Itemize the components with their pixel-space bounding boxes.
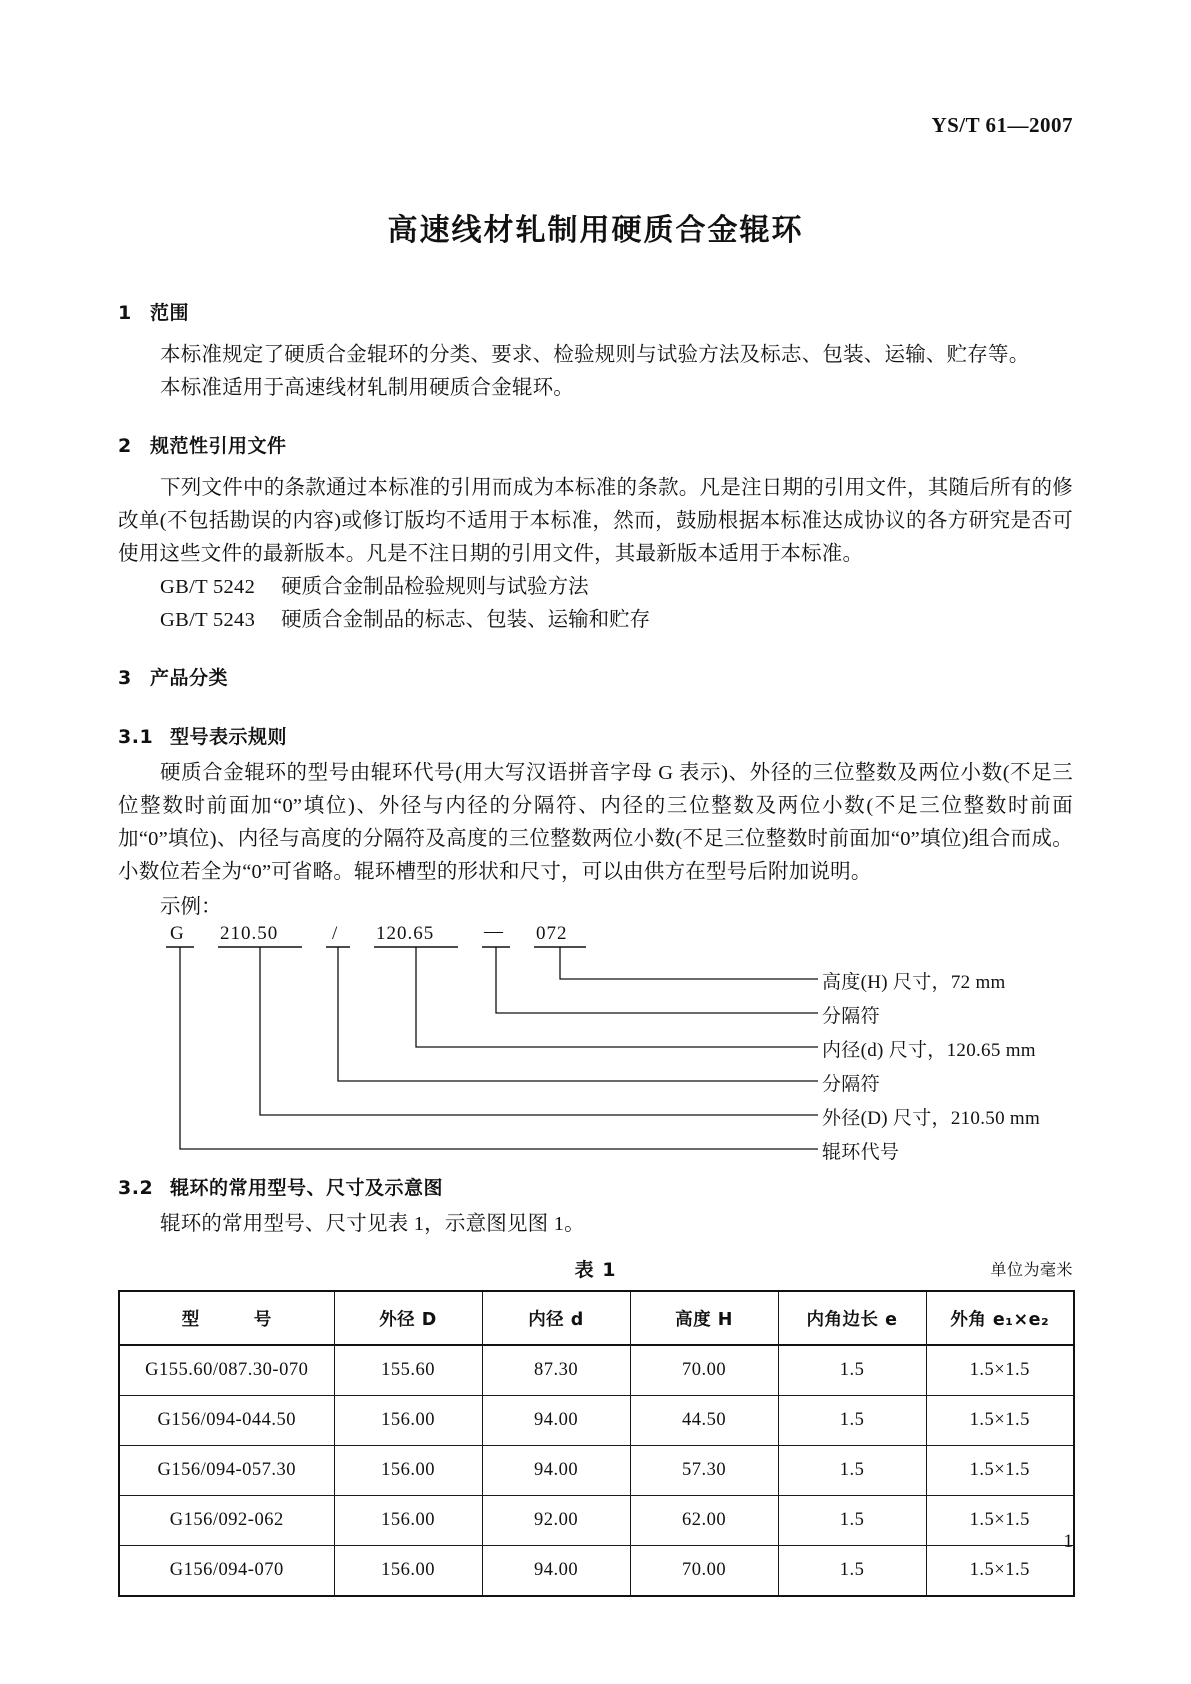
code-token-roller-symbol: G — [170, 923, 185, 944]
table-unit-note: 单位为毫米 — [990, 1260, 1073, 1279]
table-row — [119, 1396, 1074, 1446]
leader-label-outer-diameter: 外径(D) 尺寸，210.50 mm — [822, 1108, 1041, 1129]
reference-title: 硬质合金制品的标志、包装、运输和贮存 — [281, 609, 651, 631]
leader-label-inner-diameter: 内径(d) 尺寸，120.65 mm — [822, 1040, 1036, 1061]
example-label: 示例： — [160, 896, 222, 918]
section-number-3-2: 3.2 — [118, 1177, 154, 1199]
cell-inner-edge: 1.5 — [778, 1396, 926, 1446]
cell-height: 70.00 — [630, 1345, 778, 1396]
table-row — [119, 1446, 1074, 1496]
leader-label-roller-symbol: 辊环代号 — [822, 1142, 900, 1163]
model-code-breakdown-diagram — [118, 923, 1073, 1173]
reference-code: GB/T 5242 — [160, 576, 256, 598]
document-body — [118, 298, 1073, 1597]
cell-model: G156/092-062 — [119, 1496, 334, 1546]
cell-model: G155.60/087.30-070 — [119, 1345, 334, 1396]
column-header-outer-diameter: 外径 D — [334, 1291, 482, 1345]
section-heading-2 — [118, 431, 1073, 458]
cell-model: G156/094-070 — [119, 1546, 334, 1597]
cell-inner-diameter: 87.30 — [482, 1345, 630, 1396]
leader-label-height: 高度(H) 尺寸，72 mm — [822, 972, 1006, 993]
normative-reference-item — [118, 604, 1073, 637]
column-header-inner-edge: 内角边长 e — [778, 1291, 926, 1345]
section-title-3-1: 型号表示规则 — [170, 726, 288, 748]
table-caption-wrapper — [118, 1255, 1073, 1282]
code-token-outer-diameter: 210.50 — [220, 923, 279, 944]
cell-inner-diameter: 94.00 — [482, 1396, 630, 1446]
section-heading-3-1 — [118, 722, 1073, 749]
section-title-3-2: 辊环的常用型号、尺寸及示意图 — [170, 1177, 444, 1199]
cell-model: G156/094-044.50 — [119, 1396, 334, 1446]
roller-ring-spec-table — [118, 1290, 1075, 1597]
table-row — [119, 1496, 1074, 1546]
code-token-inner-diameter: 120.65 — [376, 923, 435, 944]
code-token-separator-2: — — [484, 921, 504, 942]
section-title-3: 产品分类 — [150, 667, 229, 689]
cell-height: 57.30 — [630, 1446, 778, 1496]
section-title-1: 范围 — [150, 302, 190, 324]
leader-label-separator-2: 分隔符 — [822, 1006, 880, 1027]
cell-outer-diameter: 156.00 — [334, 1546, 482, 1597]
section-title-2: 规范性引用文件 — [150, 435, 287, 457]
reference-code: GB/T 5243 — [160, 609, 256, 631]
cell-inner-edge: 1.5 — [778, 1446, 926, 1496]
cell-inner-edge: 1.5 — [778, 1345, 926, 1396]
reference-title: 硬质合金制品检验规则与试验方法 — [281, 576, 589, 598]
table-caption: 表 1 — [574, 1259, 617, 1281]
cell-outer-diameter: 156.00 — [334, 1396, 482, 1446]
leader-label-separator-1: 分隔符 — [822, 1074, 880, 1095]
section-number-2: 2 — [118, 435, 132, 457]
code-token-height: 072 — [536, 923, 568, 944]
cell-outer-diameter: 156.00 — [334, 1496, 482, 1546]
table-row — [119, 1546, 1074, 1597]
section-number-3: 3 — [118, 667, 132, 689]
cell-model: G156/094-057.30 — [119, 1446, 334, 1496]
section-heading-1 — [118, 298, 1073, 325]
cell-height: 70.00 — [630, 1546, 778, 1597]
section-number-3-1: 3.1 — [118, 726, 154, 748]
section-number-1: 1 — [118, 302, 132, 324]
cell-inner-diameter: 94.00 — [482, 1546, 630, 1597]
section-2-paragraph-1: 下列文件中的条款通过本标准的引用而成为本标准的条款。凡是注日期的引用文件，其随后所有的修改单(不包括勘误的内容)或修订版均不适用于本标准，然而，鼓励根据本标准达成协议的各方研究是否可使用这些文件的最新版本。凡是不注日期的引用文件，其最新版本适用于本标准。 — [118, 477, 1073, 565]
column-header-model: 型 号 — [119, 1291, 334, 1345]
cell-outer-diameter: 155.60 — [334, 1345, 482, 1396]
table-row — [119, 1345, 1074, 1396]
section-3-1-paragraph-1: 硬质合金辊环的型号由辊环代号(用大写汉语拼音字母 G 表示)、外径的三位整数及两位小数(不足三位整数时前面加“0”填位)、外径与内径的分隔符、内径的三位整数及两位小数(不足三位整数时前面加“0”填位)、内径与高度的分隔符及高度的三位整数两位小数(不足三位整数时前面加“0”填位)组合而成。小数位若全为“0”可省略。辊环槽型的形状和尺寸，可以由供方在型号后附加说明。 — [118, 762, 1073, 883]
cell-inner-edge: 1.5 — [778, 1496, 926, 1546]
normative-reference-item — [118, 571, 1073, 604]
cell-inner-edge: 1.5 — [778, 1546, 926, 1597]
cell-outer-corner: 1.5×1.5 — [926, 1396, 1074, 1446]
section-1-paragraph-1: 本标准规定了硬质合金辊环的分类、要求、检验规则与试验方法及标志、包装、运输、贮存等。 — [160, 344, 1030, 366]
standard-code-header: YS/T 61—2007 — [931, 113, 1073, 137]
column-header-outer-corner: 外角 e₁×e₂ — [926, 1291, 1074, 1345]
table-header-row — [119, 1291, 1074, 1345]
page-number: 1 — [1063, 1531, 1073, 1552]
section-heading-3-2 — [118, 1173, 1073, 1200]
cell-outer-corner: 1.5×1.5 — [926, 1446, 1074, 1496]
code-token-separator-1: / — [332, 923, 339, 944]
column-header-inner-diameter: 内径 d — [482, 1291, 630, 1345]
document-title: 高速线材轧制用硬质合金辊环 — [387, 213, 804, 248]
section-3-2-paragraph-1: 辊环的常用型号、尺寸见表 1，示意图见图 1。 — [160, 1213, 585, 1235]
cell-inner-diameter: 94.00 — [482, 1446, 630, 1496]
cell-outer-diameter: 156.00 — [334, 1446, 482, 1496]
cell-height: 62.00 — [630, 1496, 778, 1546]
column-header-height: 高度 H — [630, 1291, 778, 1345]
cell-outer-corner: 1.5×1.5 — [926, 1345, 1074, 1396]
cell-inner-diameter: 92.00 — [482, 1496, 630, 1546]
cell-height: 44.50 — [630, 1396, 778, 1446]
cell-outer-corner: 1.5×1.5 — [926, 1496, 1074, 1546]
section-heading-3 — [118, 663, 1073, 690]
cell-outer-corner: 1.5×1.5 — [926, 1546, 1074, 1597]
section-1-paragraph-2: 本标准适用于高速线材轧制用硬质合金辊环。 — [160, 377, 574, 399]
